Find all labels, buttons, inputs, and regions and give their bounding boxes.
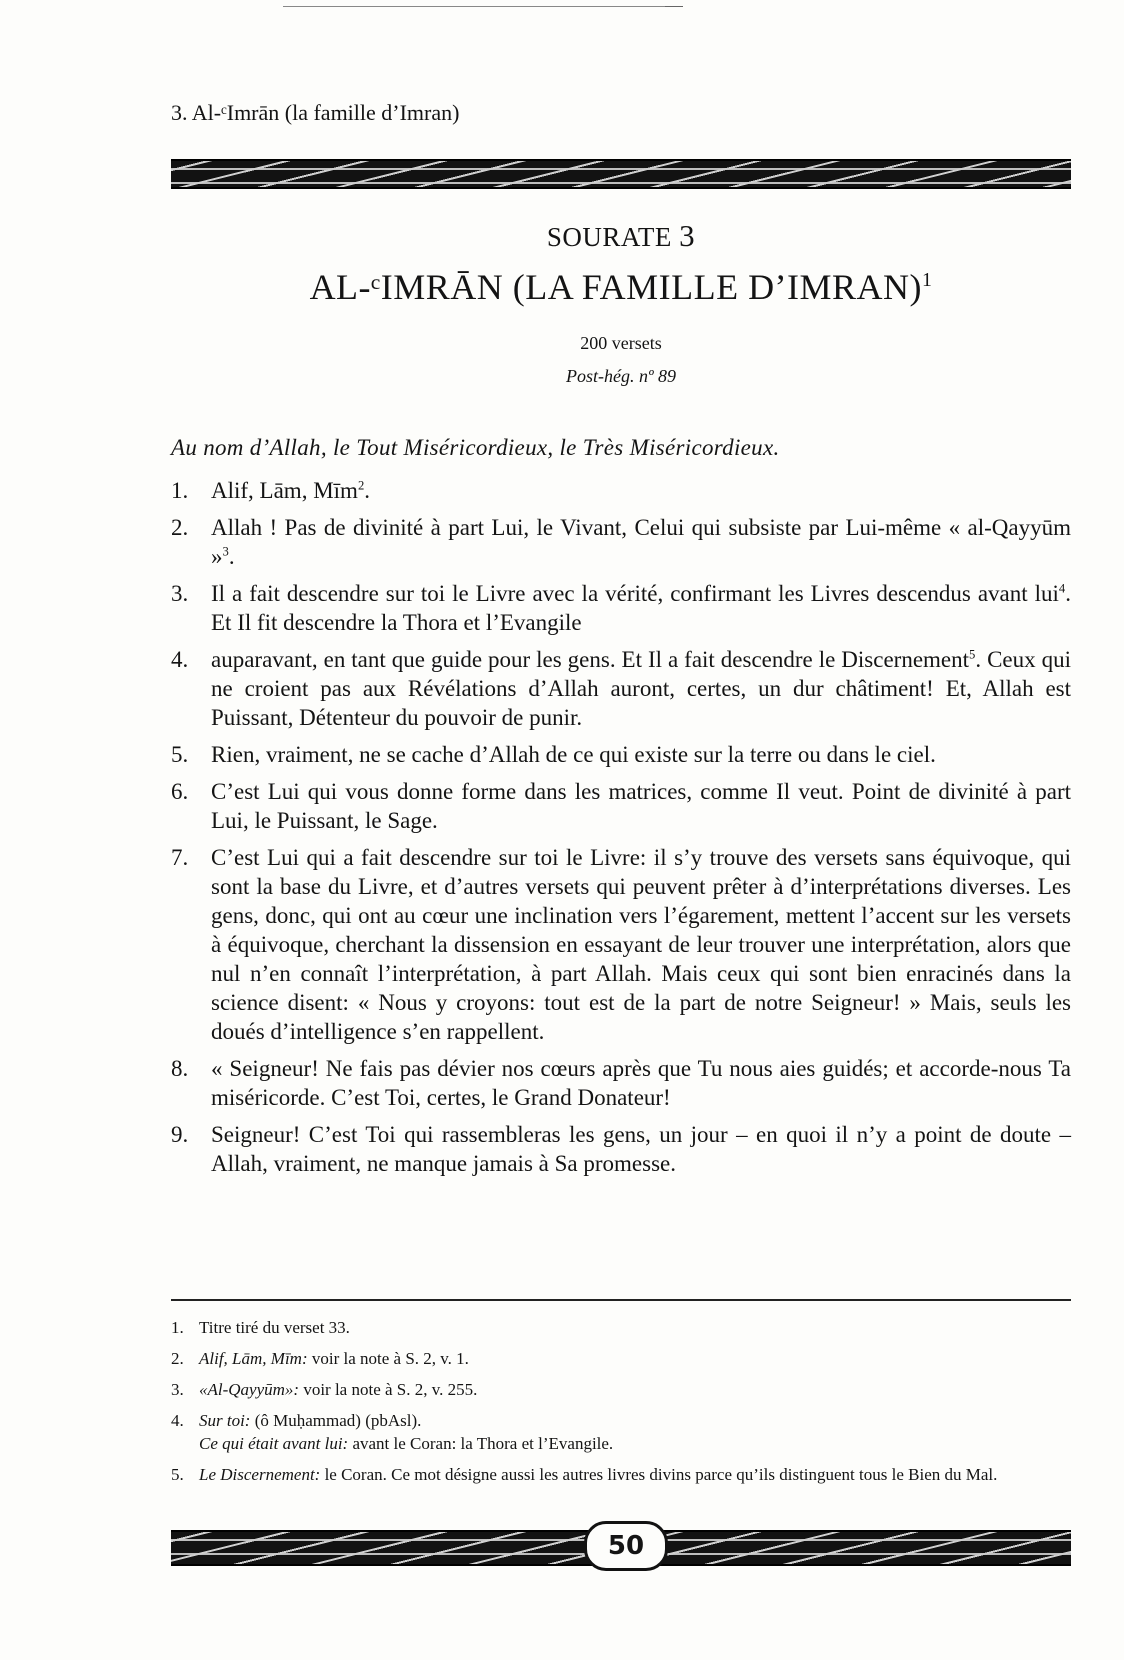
footnote-number: 2. — [171, 1349, 184, 1368]
verse-number: 4. — [171, 647, 189, 672]
verse-text-after: . Ceux qui ne croient pas aux Révélations d’Allah auront, certes, un dur châtiment! Et, Allah est Puissant, Détenteur du pouvoir de punir. — [211, 647, 1071, 730]
verse-text: Seigneur! C’est Toi qui rassembleras les gens, un jour – en quoi il n’y a point de doute – Allah, vraiment, ne manque jamais à Sa promesse. — [211, 1122, 1071, 1176]
footnote-term: «Al-Qayyūm»: — [199, 1380, 300, 1399]
footnote-term: Le Discernement: — [199, 1465, 321, 1484]
chapter-title-text: AL-ᶜIMRĀN (LA FAMILLE D’IMRAN) — [309, 267, 923, 307]
footnote-term-2: Ce qui était avant lui: — [199, 1434, 349, 1453]
verse-number: 5. — [171, 742, 189, 767]
verse-5 — [171, 740, 1071, 769]
top-rule — [283, 6, 683, 7]
verse-number: 1. — [171, 478, 189, 503]
chapter-label — [171, 218, 1071, 254]
ornamental-band-top — [171, 159, 1071, 189]
verse-count: 200 versets — [580, 333, 662, 353]
footnote-term: Sur toi: — [199, 1411, 251, 1430]
verse-text: Rien, vraiment, ne se cache d’Allah de ce qui existe sur la terre ou dans le ciel. — [211, 742, 936, 767]
footnote-text-2: avant le Coran: la Thora et l’Evangile. — [348, 1434, 614, 1453]
verse-text: C’est Lui qui vous donne forme dans les matrices, comme Il veut. Point de divinité à part Lui, le Puissant, le Sage. — [211, 779, 1071, 833]
verse-number: 7. — [171, 845, 189, 870]
footnote-number: 3. — [171, 1380, 184, 1399]
chapter-label-text: SOURATE — [546, 222, 672, 252]
verse-text: Allah ! Pas de divinité à part Lui, le Vivant, Celui qui subsiste par Lui-même « al-Qayyūm » — [211, 515, 1071, 569]
chapter-title-note: 1 — [922, 269, 933, 291]
verse-text-after: . — [364, 478, 371, 503]
footnote-text: Titre tiré du verset 33. — [199, 1318, 350, 1337]
revelation-period: Post-hég. nº 89 — [565, 366, 677, 386]
chapter-title — [171, 266, 1071, 308]
verse-list — [171, 476, 1071, 1186]
verse-note: 4 — [1058, 581, 1066, 596]
footnote-3 — [171, 1378, 1071, 1401]
page-number: 50 — [584, 1521, 668, 1571]
footnote-text: (ô Muḥammad) (pbAsl). — [250, 1411, 422, 1430]
verse-9 — [171, 1120, 1071, 1178]
verse-1 — [171, 476, 1071, 505]
verse-number: 8. — [171, 1056, 189, 1081]
footnote-text: voir la note à S. 2, v. 255. — [299, 1380, 478, 1399]
verse-number: 6. — [171, 779, 189, 804]
verse-note: 3 — [222, 544, 229, 559]
verse-3 — [171, 579, 1071, 637]
top-rule-mark — [665, 6, 683, 7]
footnote-4 — [171, 1409, 1071, 1455]
verse-2 — [171, 513, 1071, 571]
verse-6 — [171, 777, 1071, 835]
verse-number: 3. — [171, 581, 189, 606]
verse-4 — [171, 645, 1071, 732]
verse-text: auparavant, en tant que guide pour les gens. Et Il a fait descendre le Discernement — [211, 647, 970, 672]
verse-text: Il a fait descendre sur toi le Livre avec la vérité, confirmant les Livres descendus avant lui — [211, 581, 1059, 606]
footnote-number: 1. — [171, 1318, 184, 1337]
verse-text-after: . — [228, 544, 235, 569]
running-head: 3. Al-ᶜImrān (la famille d’Imran) — [171, 100, 460, 125]
footnote-number: 5. — [171, 1465, 184, 1484]
footnote-5 — [171, 1463, 1071, 1486]
footnote-text: voir la note à S. 2, v. 1. — [307, 1349, 469, 1368]
footnote-list — [171, 1316, 1071, 1494]
verse-7 — [171, 843, 1071, 1046]
footnote-term: Alif, Lām, Mīm: — [199, 1349, 308, 1368]
verse-8 — [171, 1054, 1071, 1112]
footnote-number: 4. — [171, 1411, 184, 1430]
basmala: Au nom d’Allah, le Tout Miséricordieux, le Très Miséricordieux. — [171, 435, 780, 460]
verse-note: 5 — [969, 647, 976, 662]
footnote-text: le Coran. Ce mot désigne aussi les autres livres divins parce qu’ils distinguent tous le Bien du Mal. — [320, 1465, 998, 1484]
footnote-1 — [171, 1316, 1071, 1339]
footnote-2 — [171, 1347, 1071, 1370]
footnote-rule — [171, 1299, 1071, 1301]
verse-text: C’est Lui qui a fait descendre sur toi le Livre: il s’y trouve des versets sans équivoque, qui sont la base du Livre, et d’autres versets qui peuvent prêter à d’interprétations diverses. Les gens, donc, qui ont au cœur une inclination vers l’égarement, mettent l’accent sur les versets à équivoque, cherchant la dissension en essayant de leur trouver une interprétation, alors que nul n’en connaît l’interprétation, à part Allah. Mais ceux qui sont bien enracinés dans la science disent: « Nous y croyons: tout est de la part de notre Seigneur! » Mais, seuls les doués d’intelligence s’en rappellent. — [211, 845, 1071, 1044]
verse-number: 2. — [171, 515, 189, 540]
verse-text: « Seigneur! Ne fais pas dévier nos cœurs après que Tu nous aies guidés; et accorde-nous Ta miséricorde. C’est Toi, certes, le Grand Donateur! — [211, 1056, 1071, 1110]
verse-number: 9. — [171, 1122, 189, 1147]
verse-text-after: . Et Il fit descendre la Thora et l’Evangile — [211, 581, 1071, 635]
verse-note: 2 — [357, 478, 365, 493]
chapter-number: 3 — [679, 218, 696, 253]
verse-text: Alif, Lām, Mīm — [211, 478, 358, 503]
